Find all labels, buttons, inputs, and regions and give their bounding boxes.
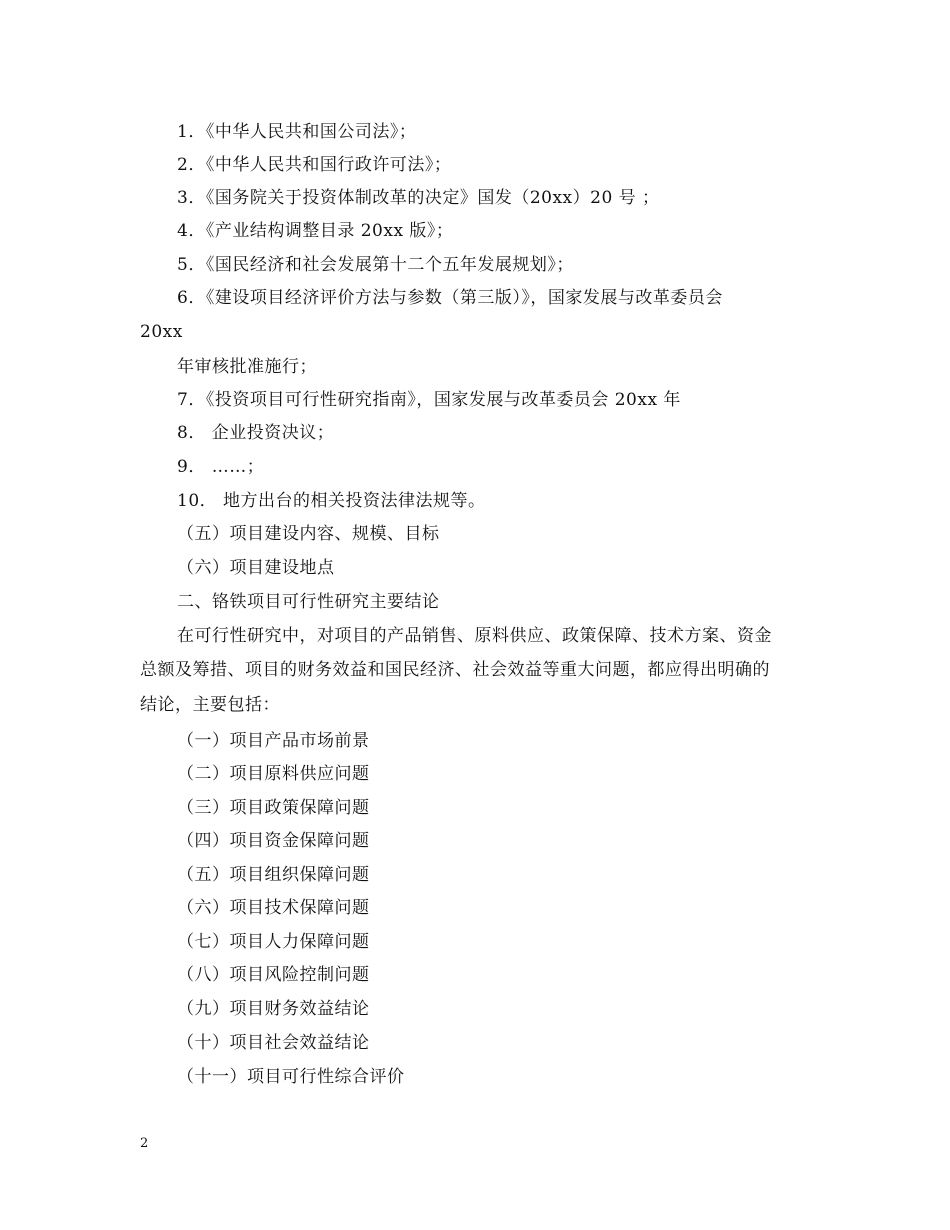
reference-item-7: 7．《投资项目可行性研究指南》，国家发展与改革委员会 20xx 年 — [177, 390, 681, 410]
reference-item-8: 8． 企业投资决议； — [177, 423, 335, 443]
reference-item-6: 6．《建设项目经济评价方法与参数（第三版）》，国家发展与改革委员会 — [177, 288, 723, 308]
reference-item-6-continuation: 年审核批准施行； — [177, 357, 317, 377]
conclusion-item: （四）项目资金保障问题 — [177, 831, 370, 851]
body-paragraph-line: 总额及筹措、项目的财务效益和国民经济、社会效益等重大问题，都应得出明确的 — [140, 660, 770, 680]
section-heading: （六）项目建设地点 — [177, 558, 335, 578]
conclusion-item: （九）项目财务效益结论 — [177, 999, 370, 1019]
page-number: 2 — [140, 1136, 149, 1151]
conclusion-item: （三）项目政策保障问题 — [177, 798, 370, 818]
reference-item-10: 10． 地方出台的相关投资法律法规等。 — [177, 491, 486, 511]
body-paragraph-line: 结论，主要包括： — [140, 695, 280, 715]
section-heading: （五）项目建设内容、规模、目标 — [177, 524, 440, 544]
reference-item-3: 3．《国务院关于投资体制改革的决定》国发（20xx）20 号 ； — [177, 188, 660, 208]
conclusion-item: （五）项目组织保障问题 — [177, 865, 370, 885]
reference-item-9: 9． ……； — [177, 457, 265, 477]
conclusion-item: （十一）项目可行性综合评价 — [177, 1067, 405, 1087]
conclusion-item: （六）项目技术保障问题 — [177, 898, 370, 918]
conclusion-item: （十）项目社会效益结论 — [177, 1033, 370, 1053]
conclusion-item: （八）项目风险控制问题 — [177, 965, 370, 985]
body-paragraph-line: 在可行性研究中，对项目的产品销售、原料供应、政策保障、技术方案、资金 — [177, 626, 772, 646]
section-heading: 二、铬铁项目可行性研究主要结论 — [177, 592, 440, 612]
reference-item-2: 2．《中华人民共和国行政许可法》； — [177, 155, 452, 175]
reference-item-1: 1．《中华人民共和国公司法》； — [177, 122, 417, 142]
reference-item-5: 5．《国民经济和社会发展第十二个五年发展规划》； — [177, 255, 574, 275]
reference-item-4: 4．《产业结构调整目录 20xx 版》； — [177, 221, 454, 241]
conclusion-item: （二）项目原料供应问题 — [177, 764, 370, 784]
conclusion-item: （七）项目人力保障问题 — [177, 932, 370, 952]
conclusion-item: （一）项目产品市场前景 — [177, 731, 370, 751]
reference-item-6-year: 20xx — [140, 322, 183, 342]
